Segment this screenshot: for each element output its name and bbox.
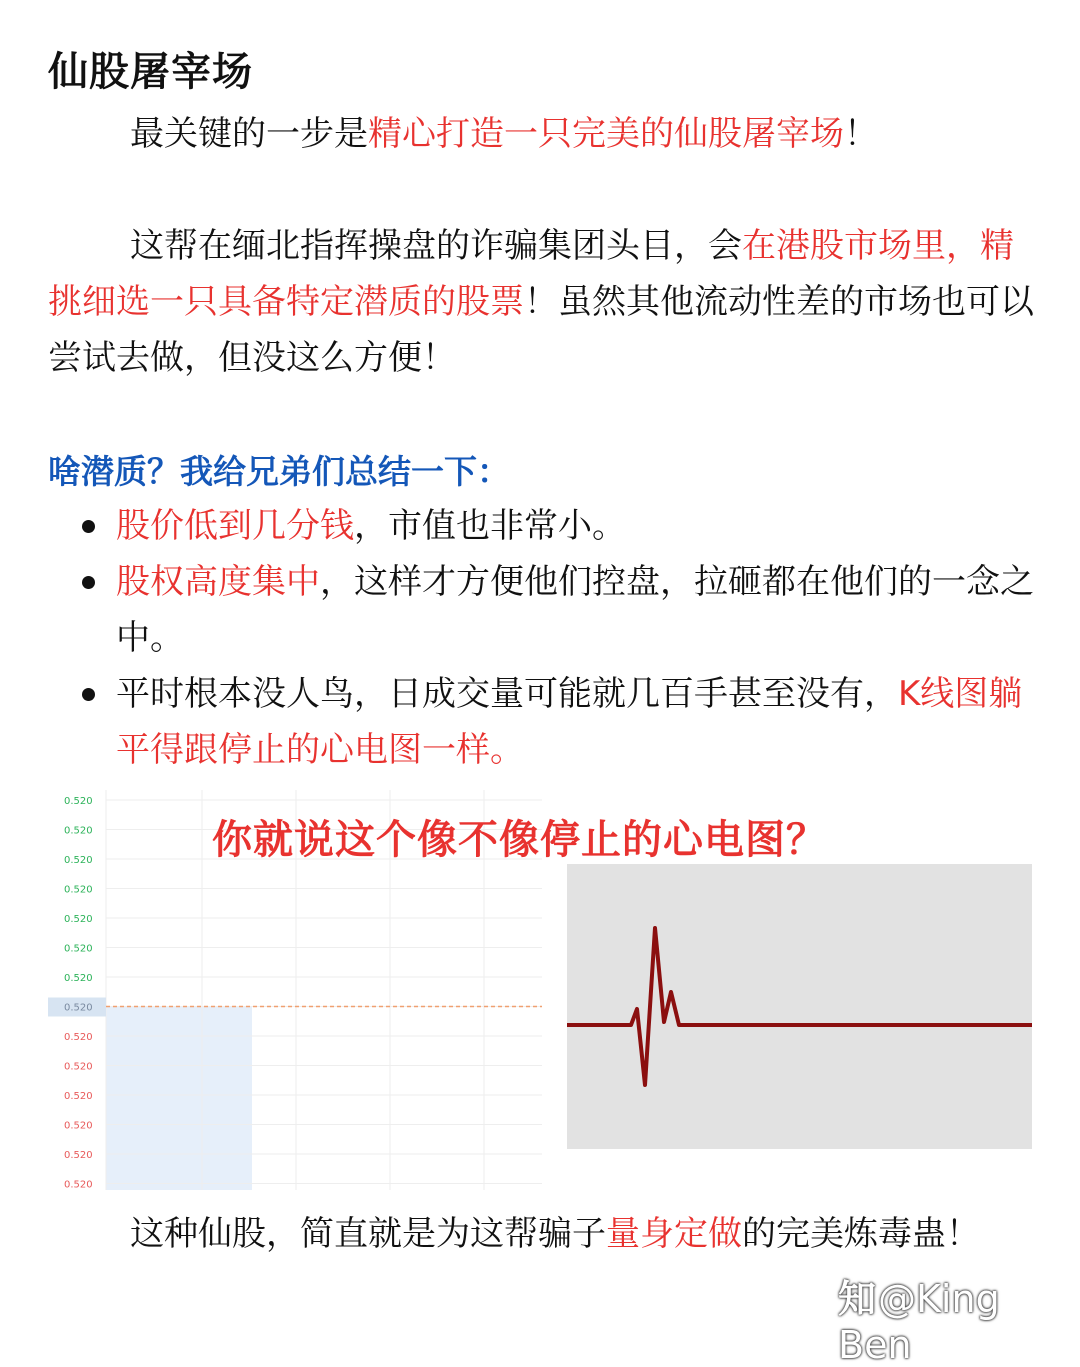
- flatline-ecg-graphic: [567, 864, 1032, 1149]
- bullet-highlight: 股权高度集中: [116, 562, 320, 602]
- volume-highlight-area: [106, 1006, 252, 1190]
- current-price-label: 0.520: [64, 1002, 93, 1014]
- page-title: 仙股屠宰场: [48, 49, 253, 95]
- chart-caption: 你就说这个像不像停止的心电图？: [212, 817, 827, 863]
- paragraph-3: [48, 1206, 1038, 1262]
- y-tick-label: 0.520: [64, 943, 93, 955]
- zhihu-logo-icon: 知: [838, 1277, 877, 1321]
- bullet-highlight: 股价低到几分钱: [116, 506, 354, 546]
- para1-text-c: ！: [844, 114, 878, 154]
- y-tick-label: 0.520: [64, 884, 93, 896]
- section-subheading: 啥潜质？我给兄弟们总结一下：: [48, 452, 510, 491]
- y-tick-label: 0.520: [64, 914, 93, 925]
- para2-highlight: 在港股市场里，精挑细选一只具备特定潜质的股票: [48, 226, 1014, 322]
- bullet-text: ，这样才方便他们控盘，拉砸都在他们的一念之中。: [116, 562, 1034, 658]
- bullet-highlight: K线图躺平得跟停止的心电图一样。: [116, 674, 1023, 770]
- y-tick-label: 0.520: [64, 1150, 93, 1161]
- para2-text-c: ！虽然其他流动性差的市场也可以尝试去做，但没这么方便！: [48, 282, 1034, 378]
- para2-text-a: 这帮在缅北指挥操盘的诈骗集团头目，会: [130, 226, 742, 266]
- ecg-panel: [567, 864, 1032, 1149]
- y-tick-label: 0.520: [64, 825, 93, 837]
- bullet-text: 平时根本没人鸟，日成交量可能就几百手甚至没有，: [116, 674, 898, 714]
- watermark: [838, 1268, 1080, 1367]
- para3-text-a: 这种仙股，简直就是为这帮骗子: [130, 1214, 606, 1254]
- para3-highlight: 量身定做: [606, 1214, 742, 1254]
- y-tick-label: 0.520: [64, 1061, 93, 1073]
- watermark-text: @King Ben: [838, 1277, 1000, 1367]
- y-tick-label: 0.520: [64, 1091, 93, 1102]
- paragraph-2: [48, 218, 1038, 386]
- bullet-text: ，市值也非常小。: [354, 506, 626, 546]
- para1-highlight: 精心打造一只完美的仙股屠宰场: [368, 114, 844, 154]
- traits-list: [48, 498, 1038, 778]
- y-tick-label: 0.520: [64, 1120, 93, 1132]
- y-tick-label: 0.520: [64, 973, 93, 984]
- y-tick-label: 0.520: [64, 855, 93, 866]
- y-tick-label: 0.520: [64, 1032, 93, 1043]
- list-item: [48, 498, 1038, 554]
- para1-text-a: 最关键的一步是: [130, 114, 368, 154]
- list-item: [48, 554, 1038, 666]
- para3-text-c: 的完美炼毒蛊！: [742, 1214, 980, 1254]
- y-tick-label: 0.520: [64, 1179, 93, 1190]
- y-tick-label: 0.520: [64, 796, 93, 807]
- paragraph-1: [48, 106, 1038, 162]
- ecg-line: [567, 928, 1032, 1085]
- list-item: [48, 666, 1038, 778]
